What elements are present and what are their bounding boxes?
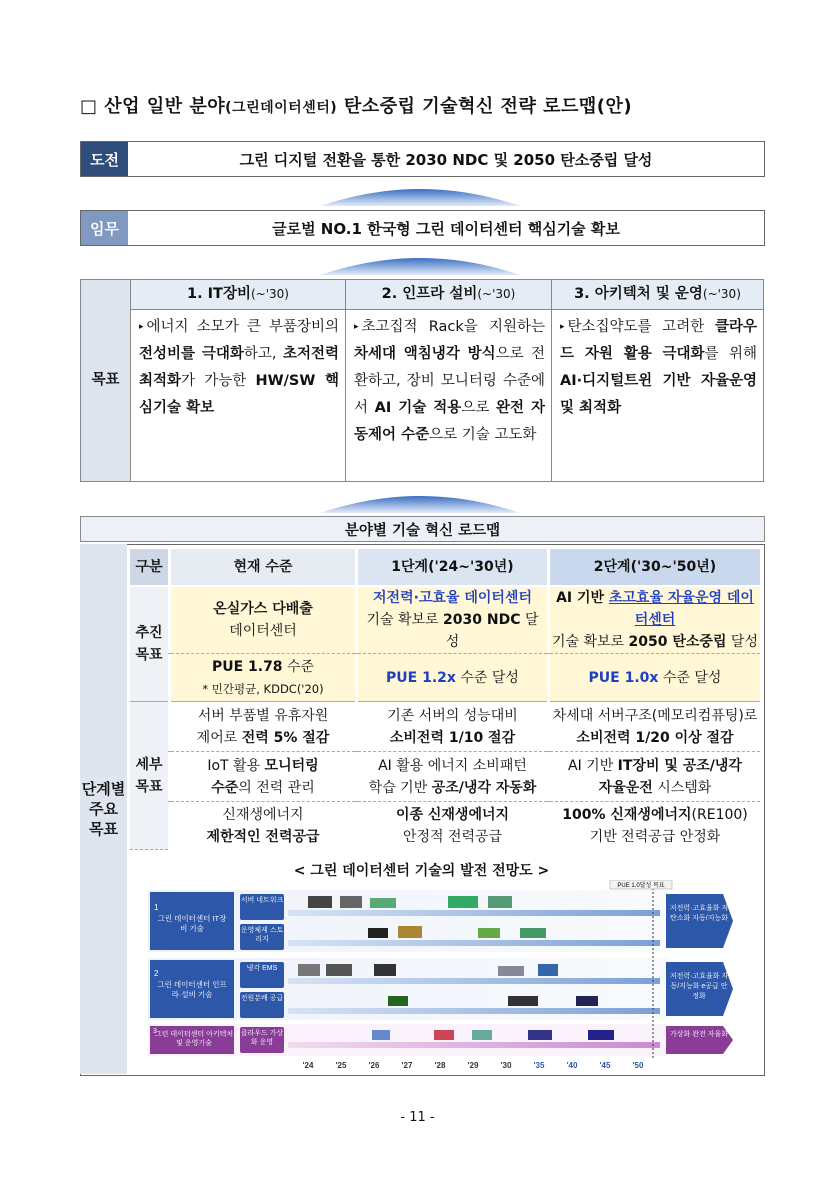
goal-infra — [346, 310, 552, 482]
header-stage1: 1단계('24~'30년) — [358, 549, 547, 586]
bold-text: 클라우드 자원 활용 극대화 — [560, 319, 757, 362]
goals-col-head — [346, 280, 552, 310]
year-label: '45 — [599, 1061, 611, 1070]
section-1-num: 1 — [154, 903, 159, 912]
year-label: '29 — [467, 1061, 479, 1070]
goals-col-head — [552, 280, 764, 310]
label-line: 추진 — [135, 625, 163, 641]
header-stage2: 2단계('30~'50년) — [550, 549, 760, 586]
up-arrow-shape — [320, 485, 520, 513]
sub-label: 냉각 EMS — [246, 965, 278, 972]
blue-text: 초고효율 자율운영 데이터센터 — [608, 590, 754, 628]
current-detail-2 — [171, 752, 355, 802]
text: 서버 부품별 유휴자원 — [197, 707, 329, 724]
stage1-detail-3 — [358, 802, 547, 850]
timeline-bar — [288, 1042, 660, 1048]
sub-label: 서버 네트워크 — [240, 897, 284, 904]
result-text: 가상화 완전 자율화 — [670, 1031, 728, 1038]
year-label: '28 — [434, 1061, 446, 1070]
text: 으로 — [461, 400, 496, 416]
triangle-bullet-icon: ▸ — [560, 322, 565, 332]
detail-label — [130, 702, 168, 850]
sub-wrap — [240, 896, 284, 920]
mission-row — [80, 210, 765, 246]
bold-text: 온실가스 다배출 — [213, 601, 313, 617]
current-promo-2 — [171, 654, 355, 702]
sub-wrap — [240, 1029, 284, 1053]
bold-text: 공조/냉각 자동화 — [431, 779, 537, 796]
year-label: '24 — [302, 1061, 314, 1070]
text: 의 전력 관리 — [238, 779, 315, 796]
text: 달성 — [445, 612, 539, 650]
text: 가 가능한 — [181, 373, 256, 389]
stage2-detail-2 — [550, 752, 760, 802]
challenge-text: 그린 디지털 전환을 통한 2030 NDC 및 2050 탄소중립 달성 — [239, 150, 653, 169]
sub-wrap — [240, 994, 284, 1018]
text: 제어로 — [196, 729, 242, 746]
sub-label: 운영체제 스토리지 — [240, 927, 284, 943]
section-1-name: 그린 데이터센터 IT장비 기술 — [157, 914, 227, 933]
checkbox-glyph: □ — [80, 96, 98, 117]
text: (RE100) — [691, 806, 748, 823]
text: 시스템화 — [652, 779, 712, 796]
roadmap-header: 분야별 기술 혁신 로드맵 — [80, 516, 765, 542]
text: 안정적 전력공급 — [402, 828, 503, 845]
section-1-name-wrap — [154, 914, 230, 948]
section-3-name: 그린 데이터센터 아키텍처 및 운영기술 — [154, 1031, 234, 1047]
text: 수준 달성 — [455, 669, 519, 686]
label-line: 목표 — [135, 778, 163, 795]
text: 으로 기술 고도화 — [429, 427, 537, 443]
text: 를 위해 — [704, 346, 757, 362]
header-current: 현재 수준 — [171, 549, 355, 586]
bold-text: AI 기반 — [556, 590, 609, 606]
title-part-a: 산업 일반 분야 — [104, 96, 226, 117]
bold-text: AI 기술 적용 — [374, 400, 462, 416]
section-2-name-wrap — [154, 980, 230, 1016]
result-text: 저전력·고효율화 자동/지능화 e공급 안정화 — [669, 973, 729, 1000]
sub-label: 전원분배 공급 — [240, 995, 284, 1002]
sub-wrap — [240, 926, 284, 950]
text: 신재생에너지 — [222, 806, 304, 823]
stage2-detail-1 — [550, 702, 760, 752]
goals-col-head — [131, 280, 346, 310]
stage2-promo-1 — [550, 586, 760, 654]
bold-text: 2030 NDC — [443, 612, 521, 628]
goals-table — [80, 279, 764, 482]
page-number: - 11 - — [400, 1110, 435, 1125]
text: 기반 전력공급 안정화 — [589, 828, 721, 845]
page-title — [80, 92, 632, 118]
mission-text: 글로벌 NO.1 한국형 그린 데이터센터 핵심기술 확보 — [272, 219, 620, 238]
title-part-small: (그린데이터센터) — [225, 100, 338, 116]
year-label: '30 — [500, 1061, 512, 1070]
goals-side-label: 목표 — [81, 280, 131, 482]
current-detail-1 — [171, 702, 355, 752]
label-line: 세부 — [135, 756, 163, 773]
bold-text: 이종 신재생에너지 — [395, 806, 510, 823]
timeline-bar — [288, 910, 660, 916]
result-text: 저전력·고효율화 저탄소화 자동/지능화 — [669, 905, 729, 922]
result-wrap — [668, 904, 730, 942]
stage2-detail-3 — [550, 802, 760, 850]
section-2-num: 2 — [154, 969, 159, 978]
label-line: 목표 — [135, 647, 163, 663]
text: 학습 기반 — [368, 779, 432, 796]
text: 탄소집약도를 고려한 — [567, 319, 715, 335]
note-text: * 민간평균, KDDC('20) — [202, 681, 324, 696]
text: IoT 활용 — [207, 757, 265, 774]
roadmap-table — [130, 549, 760, 850]
blue-text: PUE 1.0x — [588, 669, 659, 686]
text: 하고, — [243, 346, 283, 362]
bold-text: 제한적인 전력공급 — [206, 828, 320, 845]
text: AI 활용 에너지 소비패턴 — [378, 757, 527, 774]
stage1-detail-1 — [358, 702, 547, 752]
section-2-name: 그린 데이터센터 인프라·설비 기술 — [157, 980, 227, 999]
year-label: '35 — [533, 1061, 545, 1070]
col-head-text: 1. IT장비 — [187, 286, 251, 302]
year-label: '40 — [566, 1061, 578, 1070]
bold-text: 2050 탄소중립 — [628, 634, 727, 650]
header-cat: 구분 — [130, 549, 168, 586]
bold-text: 자율운전 — [598, 779, 653, 796]
bold-text: AI·디지털트윈 기반 자율운영 및 최적화 — [560, 373, 757, 416]
goal-architecture — [552, 310, 764, 482]
triangle-bullet-icon: ▸ — [354, 322, 359, 332]
year-label: '27 — [401, 1061, 413, 1070]
bold-text: 차세대 액침냉각 방식 — [354, 346, 496, 362]
side-label-line: 주요 — [89, 800, 118, 818]
col-head-period: (~'30) — [702, 287, 741, 301]
current-detail-3 — [171, 802, 355, 850]
challenge-label: 도전 — [81, 142, 128, 176]
year-label: '25 — [335, 1061, 347, 1070]
bold-text: 초저전력최적화 — [139, 346, 339, 389]
year-axis — [303, 1061, 644, 1070]
figure-title: < 그린 데이터센터 기술의 발전 전망도 > — [293, 863, 550, 879]
bold-text: 전성비를 극대화 — [139, 346, 244, 362]
text: 기존 서버의 성능대비 — [387, 707, 518, 724]
bold-text: 수준 — [211, 779, 239, 796]
text: 데이터센터 — [229, 623, 297, 639]
sub-label: 클라우드 가상화 운영 — [240, 1030, 284, 1046]
section-3-name-wrap — [154, 1030, 234, 1054]
col-head-period: (~'30) — [250, 287, 289, 301]
sub-wrap — [240, 964, 284, 988]
side-label-line: 목표 — [89, 820, 118, 838]
bold-text: 모니터링 — [264, 757, 319, 774]
col-head-text: 2. 인프라 설비 — [381, 286, 478, 302]
result-wrap — [668, 1030, 730, 1054]
text: 에너지 소모가 큰 부품장비의 — [146, 319, 339, 335]
bold-text: 전력 5% 절감 — [241, 729, 330, 746]
triangle-bullet-icon: ▸ — [139, 322, 144, 332]
stage1-promo-1 — [358, 586, 547, 654]
timeline-bar — [288, 1008, 660, 1014]
blue-text: 저전력·고효율 데이터센터 — [373, 590, 532, 606]
stage1-detail-2 — [358, 752, 547, 802]
timeline-bar — [288, 940, 660, 946]
bold-text: 100% 신재생에너지 — [562, 806, 692, 823]
year-label: '50 — [632, 1061, 644, 1070]
section-3-num: 3 — [153, 1028, 157, 1035]
up-arrow-shape — [320, 247, 520, 275]
text: 차세대 서버구조(메모리컴퓨팅)로 — [552, 707, 758, 724]
bold-text: 완전 자동제어 수준 — [354, 400, 545, 443]
bold-text: PUE 1.78 — [211, 658, 283, 675]
text: 수준 — [282, 658, 315, 675]
promo-label — [130, 586, 168, 702]
result-wrap — [668, 972, 730, 1010]
challenge-row — [80, 141, 765, 177]
text: 으로 전환하고, 장비 모니터링 수준에서 — [354, 346, 545, 416]
current-promo-1 — [171, 586, 355, 654]
text: AI 기반 — [568, 757, 618, 774]
roadmap-side-label — [80, 544, 127, 1074]
bold-text: HW/SW 핵심기술 확보 — [139, 373, 340, 416]
goal-it-equipment — [131, 310, 346, 482]
bold-text: 소비전력 1/20 이상 절감 — [576, 729, 734, 746]
text: 기술 확보로 — [366, 612, 444, 628]
stage2-promo-2 — [550, 654, 760, 702]
bold-text: 소비전력 1/10 절감 — [389, 729, 516, 746]
bold-text: IT장비 및 공조/냉각 — [617, 757, 742, 774]
col-head-text: 3. 아키텍처 및 운영 — [574, 286, 703, 302]
timeline-bar — [288, 978, 660, 984]
year-label: '26 — [368, 1061, 380, 1070]
col-head-period: (~'30) — [477, 287, 516, 301]
stage1-promo-2 — [358, 654, 547, 702]
blue-text: PUE 1.2x — [386, 669, 456, 686]
up-arrow-shape — [320, 178, 520, 206]
text: 기술 확보로 — [552, 634, 629, 650]
text: 달성 — [726, 634, 758, 650]
target-badge-text: PUE 1.0달성 목표 — [617, 883, 665, 889]
mission-label: 임무 — [81, 211, 128, 245]
title-part-b: 탄소중립 기술혁신 전략 로드맵(안) — [343, 96, 633, 117]
side-label-line: 단계별 — [81, 780, 126, 798]
text: 초고집적 Rack을 지원하는 — [361, 319, 545, 335]
development-outlook-diagram — [148, 880, 738, 1072]
text: 수준 달성 — [658, 669, 722, 686]
